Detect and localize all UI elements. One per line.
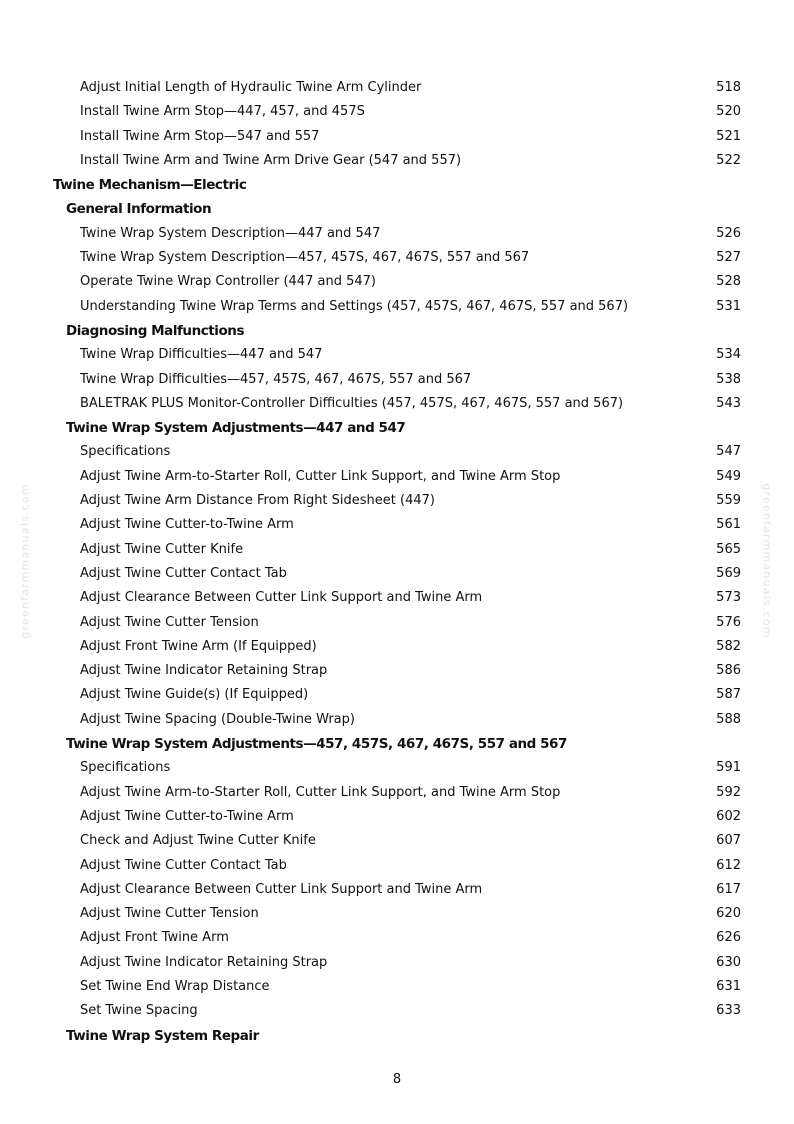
toc-entry-title: Twine Wrap System Description—447 and 547 (80, 225, 381, 241)
toc-entry[interactable] (0, 659, 794, 683)
toc-entry-page-number: 543 (716, 395, 741, 411)
toc-entry-page-number: 559 (716, 493, 741, 509)
toc-entry-title: Twine Wrap Difficulties—457, 457S, 467, 467S, 557 and 567 (80, 371, 472, 387)
toc-entry[interactable] (0, 465, 794, 489)
toc-entry-title: Operate Twine Wrap Controller (447 and 547) (80, 274, 376, 290)
toc-entry[interactable] (0, 440, 794, 464)
toc-entry-page-number: 549 (716, 468, 741, 484)
toc-entry-title: Adjust Twine Cutter Contact Tab (80, 857, 287, 873)
toc-entry-title: Adjust Twine Cutter Tension (80, 906, 259, 922)
toc-entry-page-number: 626 (716, 930, 741, 946)
watermark-right: greenfarmmanuals.com (760, 483, 774, 639)
toc-entry-page-number: 592 (716, 784, 741, 800)
toc-entry-page-number: 522 (716, 152, 741, 168)
toc-entry-title: General Information (66, 201, 212, 218)
page-number: 8 (392, 1072, 402, 1087)
toc-entry-title: Twine Wrap Difficulties—447 and 547 (80, 347, 323, 363)
toc-entry[interactable] (0, 343, 794, 367)
toc-section-heading (0, 319, 794, 343)
toc-entry[interactable] (0, 975, 794, 999)
toc-entry[interactable] (0, 538, 794, 562)
table-of-contents (0, 76, 794, 1048)
toc-entry[interactable] (0, 125, 794, 149)
toc-entry-page-number: 526 (716, 225, 741, 241)
toc-entry-page-number: 602 (716, 808, 741, 824)
toc-section-heading (0, 732, 794, 756)
toc-entry[interactable] (0, 295, 794, 319)
toc-entry-page-number: 534 (716, 347, 741, 363)
toc-entry-title: Adjust Clearance Between Cutter Link Support and Twine Arm (80, 590, 483, 606)
toc-entry[interactable] (0, 781, 794, 805)
toc-entry[interactable] (0, 805, 794, 829)
toc-entry-page-number: 607 (716, 833, 741, 849)
toc-entry-title: Set Twine Spacing (80, 1003, 198, 1019)
toc-entry-title: Adjust Twine Cutter Tension (80, 614, 259, 630)
toc-entry-page-number: 612 (716, 857, 741, 873)
toc-entry-page-number: 587 (716, 687, 741, 703)
toc-entry-page-number: 520 (716, 104, 741, 120)
toc-entry-page-number: 528 (716, 274, 741, 290)
toc-entry-title: Adjust Initial Length of Hydraulic Twine Arm Cylinder (80, 80, 422, 95)
toc-entry-page-number: 588 (716, 711, 741, 727)
toc-entry-title: Twine Wrap System Description—457, 457S, 467, 467S, 557 and 567 (80, 250, 530, 266)
toc-entry-title: Adjust Twine Cutter Contact Tab (80, 565, 287, 581)
toc-entry-title: Adjust Twine Arm Distance From Right Sidesheet (447) (80, 493, 435, 509)
toc-entry-title: Adjust Twine Cutter-to-Twine Arm (80, 808, 294, 824)
toc-entry[interactable] (0, 270, 794, 294)
toc-entry-page-number: 630 (716, 954, 741, 970)
toc-entry[interactable] (0, 76, 794, 100)
watermark-left: greenfarmmanuals.com (18, 483, 32, 639)
toc-entry-title: Adjust Twine Guide(s) (If Equipped) (80, 687, 309, 703)
toc-entry[interactable] (0, 246, 794, 270)
toc-entry[interactable] (0, 829, 794, 853)
toc-entry-page-number: 620 (716, 906, 741, 922)
toc-entry-title: Adjust Twine Cutter Knife (80, 541, 244, 557)
toc-entry-title: Adjust Clearance Between Cutter Link Support and Twine Arm (80, 881, 483, 897)
toc-entry-title: Twine Wrap System Adjustments—447 and 547 (66, 420, 406, 437)
toc-entry-title: Adjust Front Twine Arm (80, 930, 229, 946)
toc-entry-title: Specifications (80, 760, 171, 776)
toc-entry-title: Adjust Twine Spacing (Double-Twine Wrap) (80, 711, 355, 727)
toc-entry-title: Check and Adjust Twine Cutter Knife (80, 833, 316, 849)
toc-entry[interactable] (0, 756, 794, 780)
toc-entry-title: Twine Wrap System Repair (66, 1027, 259, 1044)
toc-entry[interactable] (0, 926, 794, 950)
toc-entry-title: Twine Mechanism—Electric (53, 177, 247, 194)
toc-entry-title: BALETRAK PLUS Monitor-Controller Difficulties (457, 457S, 467, 467S, 557 and 567) (80, 395, 624, 411)
toc-entry-page-number: 565 (716, 541, 741, 557)
toc-entry-page-number: 518 (716, 80, 741, 95)
toc-entry-page-number: 538 (716, 371, 741, 387)
toc-entry-page-number: 527 (716, 250, 741, 266)
toc-entry-title: Adjust Front Twine Arm (If Equipped) (80, 638, 317, 654)
toc-entry[interactable] (0, 513, 794, 537)
toc-entry-page-number: 531 (716, 298, 741, 314)
toc-entry-page-number: 631 (716, 978, 741, 994)
toc-section-heading (0, 197, 794, 221)
toc-entry-title: Understanding Twine Wrap Terms and Settings (457, 457S, 467, 467S, 557 and 567) (80, 298, 629, 314)
toc-entry[interactable] (0, 951, 794, 975)
toc-entry-page-number: 547 (716, 444, 741, 460)
toc-entry[interactable] (0, 562, 794, 586)
toc-entry[interactable] (0, 878, 794, 902)
toc-entry-page-number: 582 (716, 638, 741, 654)
toc-entry-title: Adjust Twine Arm-to-Starter Roll, Cutter Link Support, and Twine Arm Stop (80, 784, 561, 800)
toc-entry-page-number: 561 (716, 517, 741, 533)
toc-entry[interactable] (0, 635, 794, 659)
toc-entry[interactable] (0, 854, 794, 878)
toc-entry[interactable] (0, 392, 794, 416)
toc-entry-title: Adjust Twine Cutter-to-Twine Arm (80, 517, 294, 533)
toc-section-heading (0, 173, 794, 197)
toc-entry-page-number: 617 (716, 881, 741, 897)
toc-entry-page-number: 591 (716, 760, 741, 776)
toc-section-heading (0, 416, 794, 440)
toc-entry-page-number: 633 (716, 1003, 741, 1019)
toc-entry-title: Diagnosing Malfunctions (66, 322, 245, 339)
toc-entry-page-number: 521 (716, 128, 741, 144)
toc-entry-title: Specifications (80, 444, 171, 460)
toc-entry[interactable] (0, 683, 794, 707)
toc-entry-title: Adjust Twine Indicator Retaining Strap (80, 954, 328, 970)
toc-entry-page-number: 573 (716, 590, 741, 606)
toc-entry[interactable] (0, 586, 794, 610)
toc-entry[interactable] (0, 149, 794, 173)
toc-entry[interactable] (0, 708, 794, 732)
toc-section-heading (0, 1024, 794, 1048)
toc-entry[interactable] (0, 902, 794, 926)
toc-entry[interactable] (0, 222, 794, 246)
toc-entry[interactable] (0, 611, 794, 635)
toc-entry-title: Adjust Twine Arm-to-Starter Roll, Cutter Link Support, and Twine Arm Stop (80, 468, 561, 484)
toc-entry-title: Install Twine Arm and Twine Arm Drive Gear (547 and 557) (80, 152, 462, 168)
toc-entry[interactable] (0, 489, 794, 513)
toc-entry-page-number: 576 (716, 614, 741, 630)
toc-entry-title: Adjust Twine Indicator Retaining Strap (80, 663, 328, 679)
toc-entry[interactable] (0, 368, 794, 392)
toc-entry[interactable] (0, 100, 794, 124)
toc-entry-title: Twine Wrap System Adjustments—457, 457S, 467, 467S, 557 and 567 (66, 736, 567, 753)
toc-entry[interactable] (0, 999, 794, 1023)
toc-entry-title: Set Twine End Wrap Distance (80, 978, 270, 994)
toc-entry-title: Install Twine Arm Stop—547 and 557 (80, 128, 320, 144)
toc-entry-page-number: 569 (716, 565, 741, 581)
toc-entry-page-number: 586 (716, 663, 741, 679)
toc-entry-title: Install Twine Arm Stop—447, 457, and 457S (80, 104, 365, 120)
